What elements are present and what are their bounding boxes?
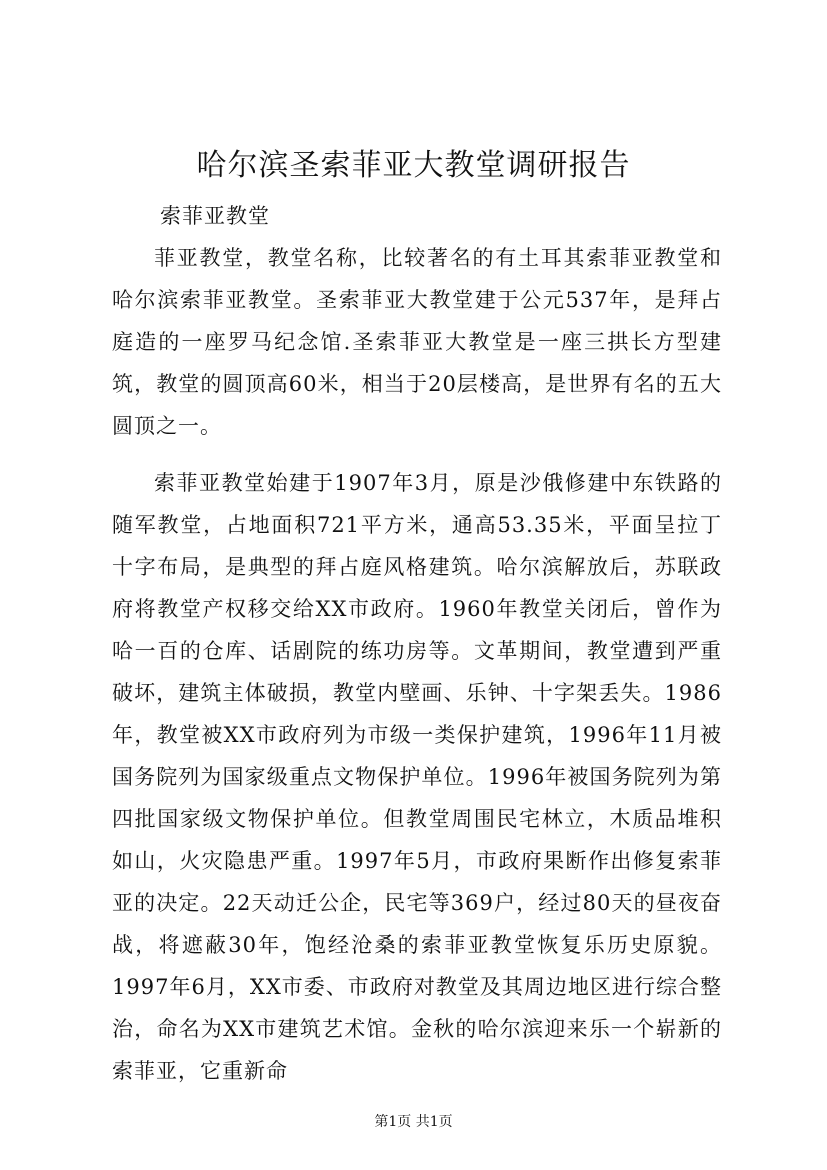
document-title: 哈尔滨圣索菲亚大教堂调研报告	[196, 148, 631, 183]
document-body	[112, 237, 722, 1092]
paragraph-2: 索菲亚教堂始建于1907年3月，原是沙俄修建中东铁路的随军教堂，占地面积721平方米，通高53.35米，平面呈拉丁十字布局，是典型的拜占庭风格建筑。哈尔滨解放后，苏联政府将教堂产权移交给XX市政府。1960年教堂关闭后，曾作为哈一百的仓库、话剧院的练功房等。文革期间，教堂遭到严重破坏，建筑主体破损，教堂内壁画、乐钟、十字架丢失。1986年，教堂被XX市政府列为市级一类保护建筑，1996年11月被国务院列为国家级重点文物保护单位。1996年被国务院列为第四批国家级文物保护单位。但教堂周围民宅林立，木质品堆积如山，火灾隐患严重。1997年5月，市政府果断作出修复索菲亚的决定。22天动迁公企，民宅等369户，经过80天的昼夜奋战，将遮蔽30年，饱经沧桑的索菲亚教堂恢复乐历史原貌。1997年6月，XX市委、市政府对教堂及其周边地区进行综合整治，命名为XX市建筑艺术馆。金秋的哈尔滨迎来乐一个崭新的索菲亚，它重新命	[112, 471, 722, 1083]
section-heading: 索菲亚教堂	[160, 204, 270, 228]
page-footer: 第1页 共1页	[374, 1114, 453, 1130]
paragraph-1: 菲亚教堂，教堂名称，比较著名的有土耳其索菲亚教堂和哈尔滨索菲亚教堂。圣索菲亚大教堂建于公元537年，是拜占庭造的一座罗马纪念馆.圣索菲亚大教堂是一座三拱长方型建筑，教堂的圆顶高60米，相当于20层楼高，是世界有名的五大圆顶之一。	[112, 246, 722, 438]
